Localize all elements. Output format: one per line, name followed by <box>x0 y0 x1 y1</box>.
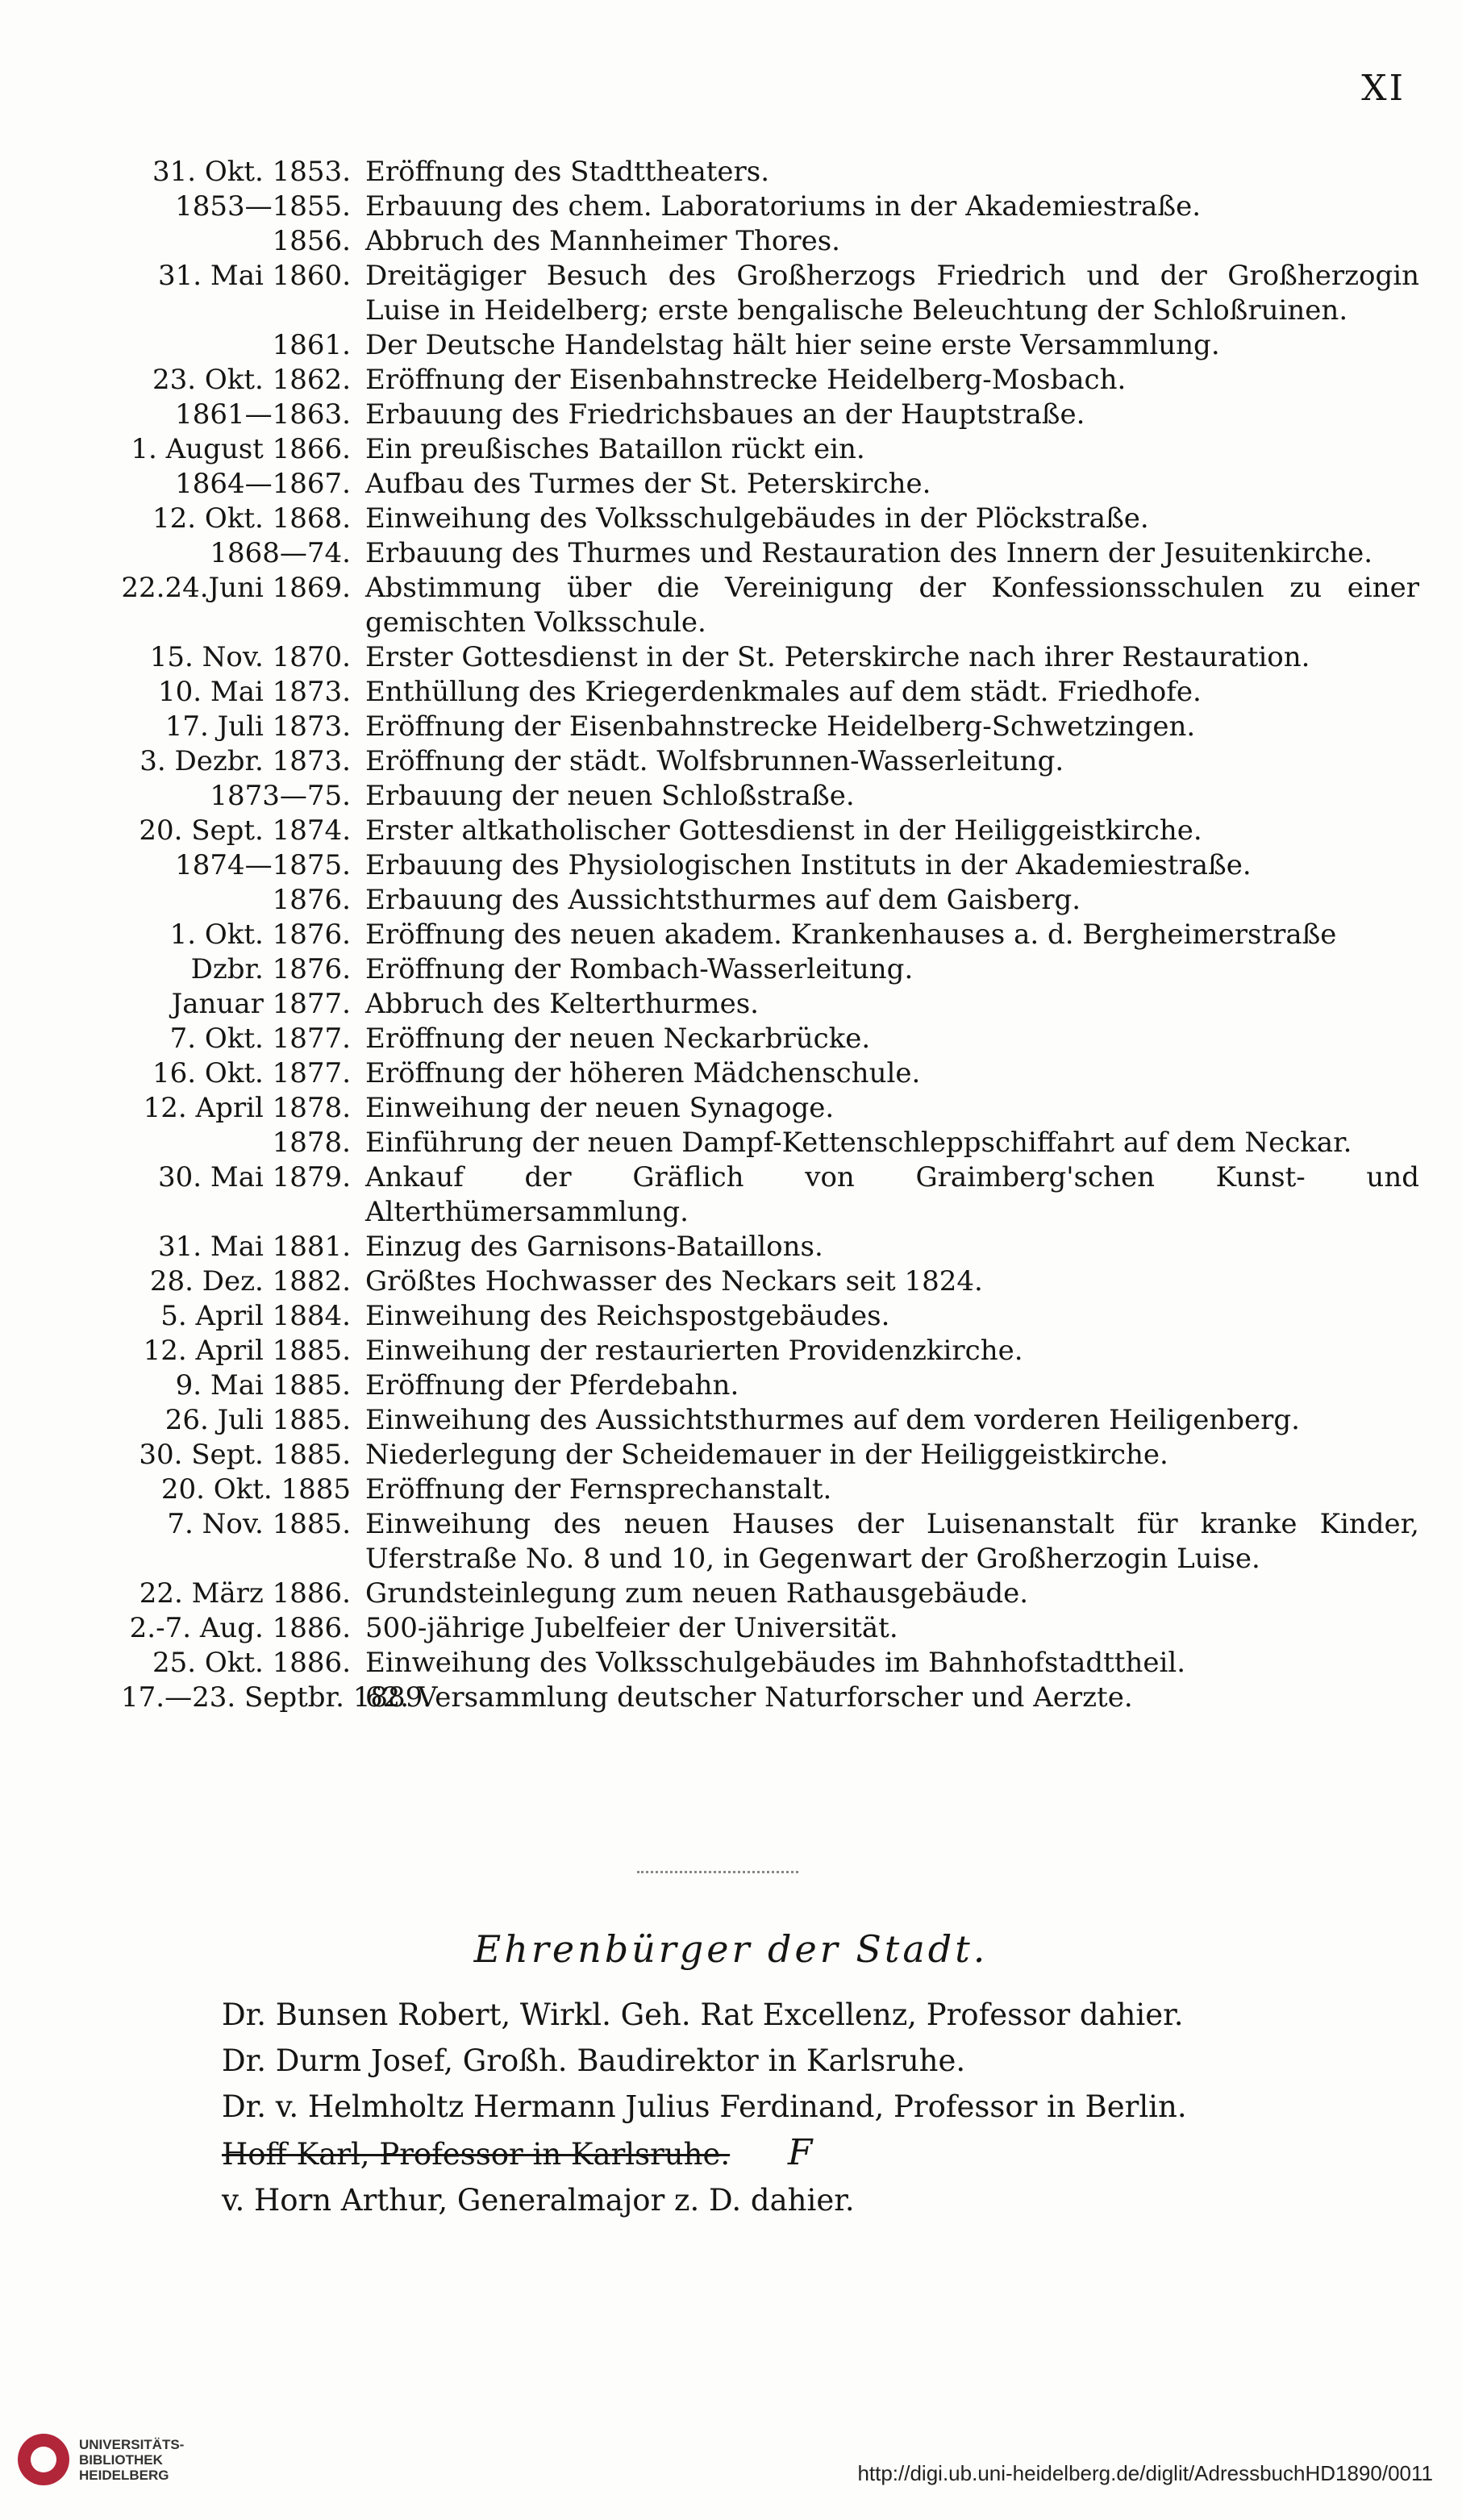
entry-text: Erster altkatholischer Gottesdienst in der Heiliggeistkirche. <box>365 814 1202 847</box>
entry-text: Erbauung des Physiologischen Instituts in der Akademiestraße. <box>365 849 1252 881</box>
entry-date: 17.—23. Septbr. 1889. <box>121 1681 432 1714</box>
entry-text: 62. Versammlung deutscher Naturforscher und Aerzte. <box>365 1681 1133 1714</box>
chronology-entry <box>121 710 1419 744</box>
entry-date: 1. Okt. 1876. <box>169 918 351 951</box>
chronology-entry <box>121 1299 1419 1334</box>
page-number: XI <box>1361 68 1406 109</box>
entry-text: Eröffnung der Eisenbahnstrecke Heidelberg-Schwetzingen. <box>365 710 1196 743</box>
struck-citizen-name: Hoff Karl, Professor in Karlsruhe. <box>222 2137 731 2172</box>
entry-date: 1868—74. <box>210 537 351 569</box>
entry-text: Ein preußisches Bataillon rückt ein. <box>365 433 865 465</box>
source-url[interactable]: http://digi.ub.uni-heidelberg.de/diglit/AdressbuchHD1890/0011 <box>857 2461 1433 2485</box>
entry-text: Einweihung des Volksschulgebäudes in der Plöckstraße. <box>365 502 1149 535</box>
honor-citizens-heading: Ehrenbürger der Stadt. <box>473 1927 989 1971</box>
entry-date: 1874—1875. <box>175 849 351 881</box>
entry-date: 1878. <box>272 1127 351 1159</box>
chronology-entry <box>121 640 1419 675</box>
chronology-entry <box>121 814 1419 848</box>
entry-text: Grundsteinlegung zum neuen Rathausgebäude. <box>365 1577 1029 1610</box>
entry-text: Erbauung des chem. Laboratoriums in der Akademiestraße. <box>365 190 1202 223</box>
chronology-entry <box>121 432 1419 467</box>
entry-text: Einweihung der restaurierten Providenzkirche. <box>365 1335 1023 1367</box>
citizen-entry: Dr. v. Helmholtz Hermann Julius Ferdinand, Professor in Berlin. <box>222 2089 1187 2124</box>
chronology-entry <box>121 1611 1419 1646</box>
chronology-entry <box>121 1646 1419 1681</box>
citizen-entry-struck <box>222 2130 1335 2177</box>
entry-text: Dreitägiger Besuch des Großherzogs Friedrich und der Großherzogin Luise in Heidelberg; erste bengalische Beleuchtung der Schloßruinen. <box>365 260 1419 327</box>
entry-text: Eröffnung der Fernsprechanstalt. <box>365 1473 832 1506</box>
chronology-entry <box>121 1230 1419 1264</box>
entry-text: Einweihung des Reichspostgebäudes. <box>365 1300 890 1332</box>
entry-date: 23. Okt. 1862. <box>152 364 351 396</box>
entry-text: Erster Gottesdienst in der St. Peterskirche nach ihrer Restauration. <box>365 641 1310 673</box>
entry-date: 1853—1855. <box>175 190 351 223</box>
chronology-entry <box>121 1022 1419 1056</box>
entry-text: Enthüllung des Kriegerdenkmales auf dem städt. Friedhofe. <box>365 676 1202 708</box>
entry-date: 16. Okt. 1877. <box>152 1057 351 1089</box>
entry-text: Abbruch des Kelterthurmes. <box>365 988 759 1020</box>
entry-date: 20. Sept. 1874. <box>139 814 351 847</box>
chronology-entry <box>121 675 1419 710</box>
chronology-entry <box>121 1681 1419 1715</box>
entry-date: 1861. <box>272 329 351 361</box>
chronology-entry <box>121 1507 1419 1577</box>
entry-date: 2.-7. Aug. 1886. <box>129 1612 351 1644</box>
entry-text: Aufbau des Turmes der St. Peterskirche. <box>365 468 931 500</box>
entry-text: Erbauung des Aussichtsthurmes auf dem Gaisberg. <box>365 884 1081 916</box>
entry-date: 9. Mai 1885. <box>175 1369 351 1402</box>
handwritten-mark: F <box>787 2132 813 2173</box>
chronology-entry <box>121 1056 1419 1091</box>
entry-text: Einweihung des neuen Hauses der Luisenanstalt für kranke Kinder, Uferstraße No. 8 und 10, in Gegenwart der Großherzogin Luise. <box>365 1508 1419 1575</box>
entry-text: Eröffnung der Pferdebahn. <box>365 1369 739 1402</box>
entry-text: Abstimmung über die Vereinigung der Konfessionsschulen zu einer gemischten Volksschule. <box>365 572 1419 639</box>
entry-date: 31. Mai 1860. <box>158 260 351 292</box>
logo-line: UNIVERSITÄTS- <box>79 2436 185 2452</box>
chronology-list <box>121 155 1419 1715</box>
entry-date: 12. April 1885. <box>143 1335 351 1367</box>
chronology-entry <box>121 1264 1419 1299</box>
chronology-entry <box>121 536 1419 571</box>
citizen-entry: v. Horn Arthur, Generalmajor z. D. dahier. <box>222 2183 855 2218</box>
entry-date: 1864—1867. <box>175 468 351 500</box>
chronology-entry <box>121 918 1419 952</box>
honor-citizens-list <box>222 1992 1335 2223</box>
entry-date: 20. Okt. 1885 <box>160 1473 351 1506</box>
chronology-entry <box>121 1160 1419 1230</box>
entry-date: 17. Juli 1873. <box>165 710 351 743</box>
entry-text: Eröffnung der städt. Wolfsbrunnen-Wasserleitung. <box>365 745 1064 777</box>
chronology-entry <box>121 987 1419 1022</box>
entry-text: Einzug des Garnisons-Bataillons. <box>365 1231 823 1263</box>
entry-date: 10. Mai 1873. <box>158 676 351 708</box>
entry-text: Erbauung des Thurmes und Restauration des Innern der Jesuitenkirche. <box>365 537 1373 569</box>
entry-text: Größtes Hochwasser des Neckars seit 1824. <box>365 1265 983 1297</box>
entry-date: 12. April 1878. <box>143 1092 351 1124</box>
logo-line: BIBLIOTHEK <box>79 2451 163 2468</box>
chronology-entry <box>121 502 1419 536</box>
entry-text: Eröffnung des neuen akadem. Krankenhauses a. d. Bergheimerstraße <box>365 918 1337 951</box>
chronology-entry <box>121 224 1419 259</box>
entry-date: 30. Sept. 1885. <box>139 1439 351 1471</box>
citizen-entry: Dr. Bunsen Robert, Wirkl. Geh. Rat Excellenz, Professor dahier. <box>222 1997 1184 2032</box>
library-logo-text <box>79 2437 184 2483</box>
chronology-entry <box>121 883 1419 918</box>
entry-date: 1861—1863. <box>175 398 351 431</box>
entry-date: Januar 1877. <box>171 988 351 1020</box>
chronology-entry <box>121 1577 1419 1611</box>
entry-text: Erbauung der neuen Schloßstraße. <box>365 780 855 812</box>
chronology-entry <box>121 1334 1419 1368</box>
chronology-entry <box>121 1438 1419 1472</box>
library-logo <box>18 2434 184 2485</box>
entry-text: Einweihung des Volksschulgebäudes im Bahnhofstadttheil. <box>365 1647 1186 1679</box>
entry-text: Der Deutsche Handelstag hält hier seine erste Versammlung. <box>365 329 1220 361</box>
entry-date: 1. August 1866. <box>131 433 351 465</box>
entry-date: 31. Mai 1881. <box>158 1231 351 1263</box>
entry-text: Eröffnung der Rombach-Wasserleitung. <box>365 953 914 985</box>
entry-text: 500-jährige Jubelfeier der Universität. <box>365 1612 898 1644</box>
chronology-entry <box>121 779 1419 814</box>
section-separator <box>637 1871 798 1873</box>
entry-date: 31. Okt. 1853. <box>152 156 351 188</box>
chronology-entry <box>121 1368 1419 1403</box>
entry-text: Eröffnung der Eisenbahnstrecke Heidelberg-Mosbach. <box>365 364 1127 396</box>
entry-date: 28. Dez. 1882. <box>149 1265 351 1297</box>
entry-text: Erbauung des Friedrichsbaues an der Hauptstraße. <box>365 398 1085 431</box>
chronology-entry <box>121 467 1419 502</box>
entry-date: 12. Okt. 1868. <box>152 502 351 535</box>
entry-date: 22.24.Juni 1869. <box>121 572 351 604</box>
entry-date: 1873—75. <box>210 780 351 812</box>
chronology-entry <box>121 259 1419 328</box>
entry-text: Abbruch des Mannheimer Thores. <box>365 225 840 257</box>
chronology-entry <box>121 398 1419 432</box>
entry-date: 3. Dezbr. 1873. <box>140 745 351 777</box>
entry-date: 1876. <box>272 884 351 916</box>
entry-text: Eröffnung der höheren Mädchenschule. <box>365 1057 921 1089</box>
chronology-entry <box>121 1126 1419 1160</box>
entry-date: 15. Nov. 1870. <box>149 641 351 673</box>
logo-line: HEIDELBERG <box>79 2467 169 2483</box>
entry-date: 5. April 1884. <box>160 1300 351 1332</box>
entry-text: Einweihung der neuen Synagoge. <box>365 1092 835 1124</box>
chronology-entry <box>121 363 1419 398</box>
chronology-entry <box>121 1091 1419 1126</box>
entry-text: Eröffnung der neuen Neckarbrücke. <box>365 1023 871 1055</box>
entry-date: 7. Okt. 1877. <box>169 1023 351 1055</box>
entry-date: Dzbr. 1876. <box>190 953 351 985</box>
entry-date: 1856. <box>272 225 351 257</box>
chronology-entry <box>121 190 1419 224</box>
chronology-entry <box>121 744 1419 779</box>
entry-text: Einweihung des Aussichtsthurmes auf dem vorderen Heiligenberg. <box>365 1404 1300 1436</box>
entry-text: Eröffnung des Stadttheaters. <box>365 156 770 188</box>
chronology-entry <box>121 328 1419 363</box>
chronology-entry <box>121 571 1419 640</box>
entry-text: Einführung der neuen Dampf-Kettenschleppschiffahrt auf dem Neckar. <box>365 1127 1352 1159</box>
entry-date: 25. Okt. 1886. <box>152 1647 351 1679</box>
citizen-entry: Dr. Durm Josef, Großh. Baudirektor in Karlsruhe. <box>222 2043 966 2078</box>
entry-date: 30. Mai 1879. <box>158 1161 351 1193</box>
entry-date: 7. Nov. 1885. <box>167 1508 351 1540</box>
entry-date: 26. Juli 1885. <box>165 1404 351 1436</box>
entry-text: Niederlegung der Scheidemauer in der Heiliggeistkirche. <box>365 1439 1168 1471</box>
chronology-entry <box>121 1472 1419 1507</box>
chronology-entry <box>121 155 1419 190</box>
chronology-entry <box>121 848 1419 883</box>
library-seal-icon <box>18 2434 69 2485</box>
entry-text: Ankauf der Gräflich von Graimberg'schen Kunst- und Alterthümersammlung. <box>365 1161 1419 1228</box>
chronology-entry <box>121 1403 1419 1438</box>
entry-date: 22. März 1886. <box>139 1577 351 1610</box>
chronology-entry <box>121 952 1419 987</box>
